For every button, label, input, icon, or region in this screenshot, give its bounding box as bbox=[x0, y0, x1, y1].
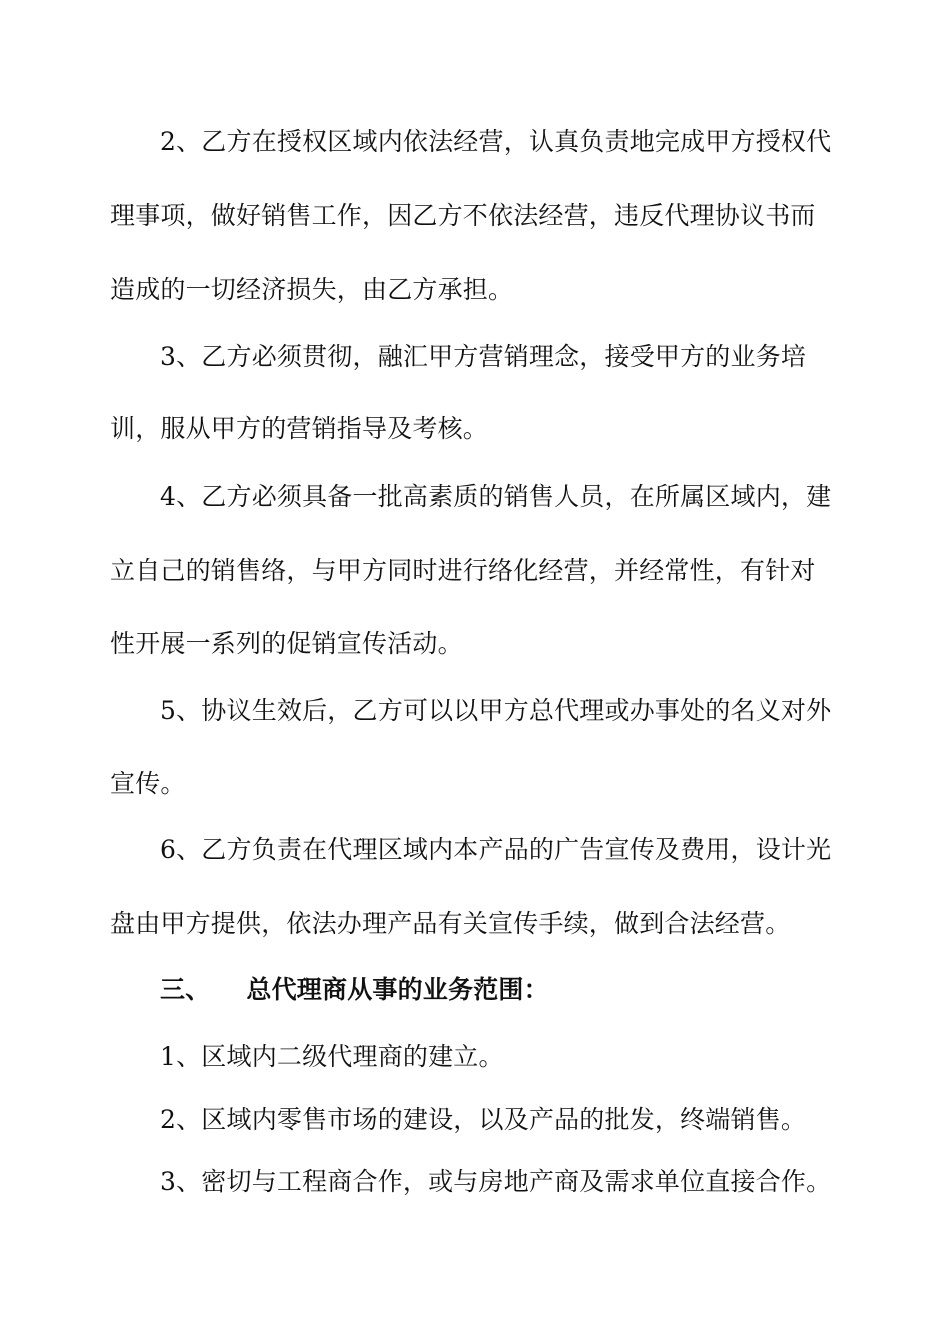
scope-item-3: 3、密切与工程商合作，或与房地产商及需求单位直接合作。 bbox=[160, 1167, 832, 1196]
paragraph-2-line-1: 2、乙方在授权区域内依法经营，认真负责地完成甲方授权代 bbox=[160, 127, 832, 156]
paragraph-5-line-1: 5、协议生效后，乙方可以以甲方总代理或办事处的名义对外 bbox=[160, 696, 832, 725]
paragraph-6-line-1: 6、乙方负责在代理区域内本产品的广告宣传及费用，设计光 bbox=[160, 835, 832, 864]
scope-item-2: 2、区域内零售市场的建设，以及产品的批发，终端销售。 bbox=[160, 1105, 807, 1134]
paragraph-3-line-2: 训，服从甲方的营销指导及考核。 bbox=[110, 414, 489, 443]
paragraph-2-line-3: 造成的一切经济损失，由乙方承担。 bbox=[110, 275, 514, 304]
section-heading-text: 总代理商从事的业务范围： bbox=[246, 975, 549, 1004]
paragraph-6-line-2: 盘由甲方提供，依法办理产品有关宣传手续，做到合法经营。 bbox=[110, 909, 791, 938]
paragraph-4-line-1: 4、乙方必须具备一批高素质的销售人员，在所属区域内，建 bbox=[160, 482, 832, 511]
paragraph-5-line-2: 宣传。 bbox=[110, 769, 186, 798]
section-heading bbox=[160, 973, 850, 1007]
paragraph-3-line-1: 3、乙方必须贯彻，融汇甲方营销理念，接受甲方的业务培 bbox=[160, 342, 807, 371]
paragraph-4-line-2: 立自己的销售络，与甲方同时进行络化经营，并经常性，有针对 bbox=[110, 556, 816, 585]
scope-item-1: 1、区域内二级代理商的建立。 bbox=[160, 1042, 504, 1071]
section-heading-number: 三、 bbox=[160, 975, 211, 1004]
paragraph-2-line-2: 理事项，做好销售工作，因乙方不依法经营，违反代理协议书而 bbox=[110, 201, 816, 230]
paragraph-4-line-3: 性开展一系列的促销宣传活动。 bbox=[110, 629, 463, 658]
